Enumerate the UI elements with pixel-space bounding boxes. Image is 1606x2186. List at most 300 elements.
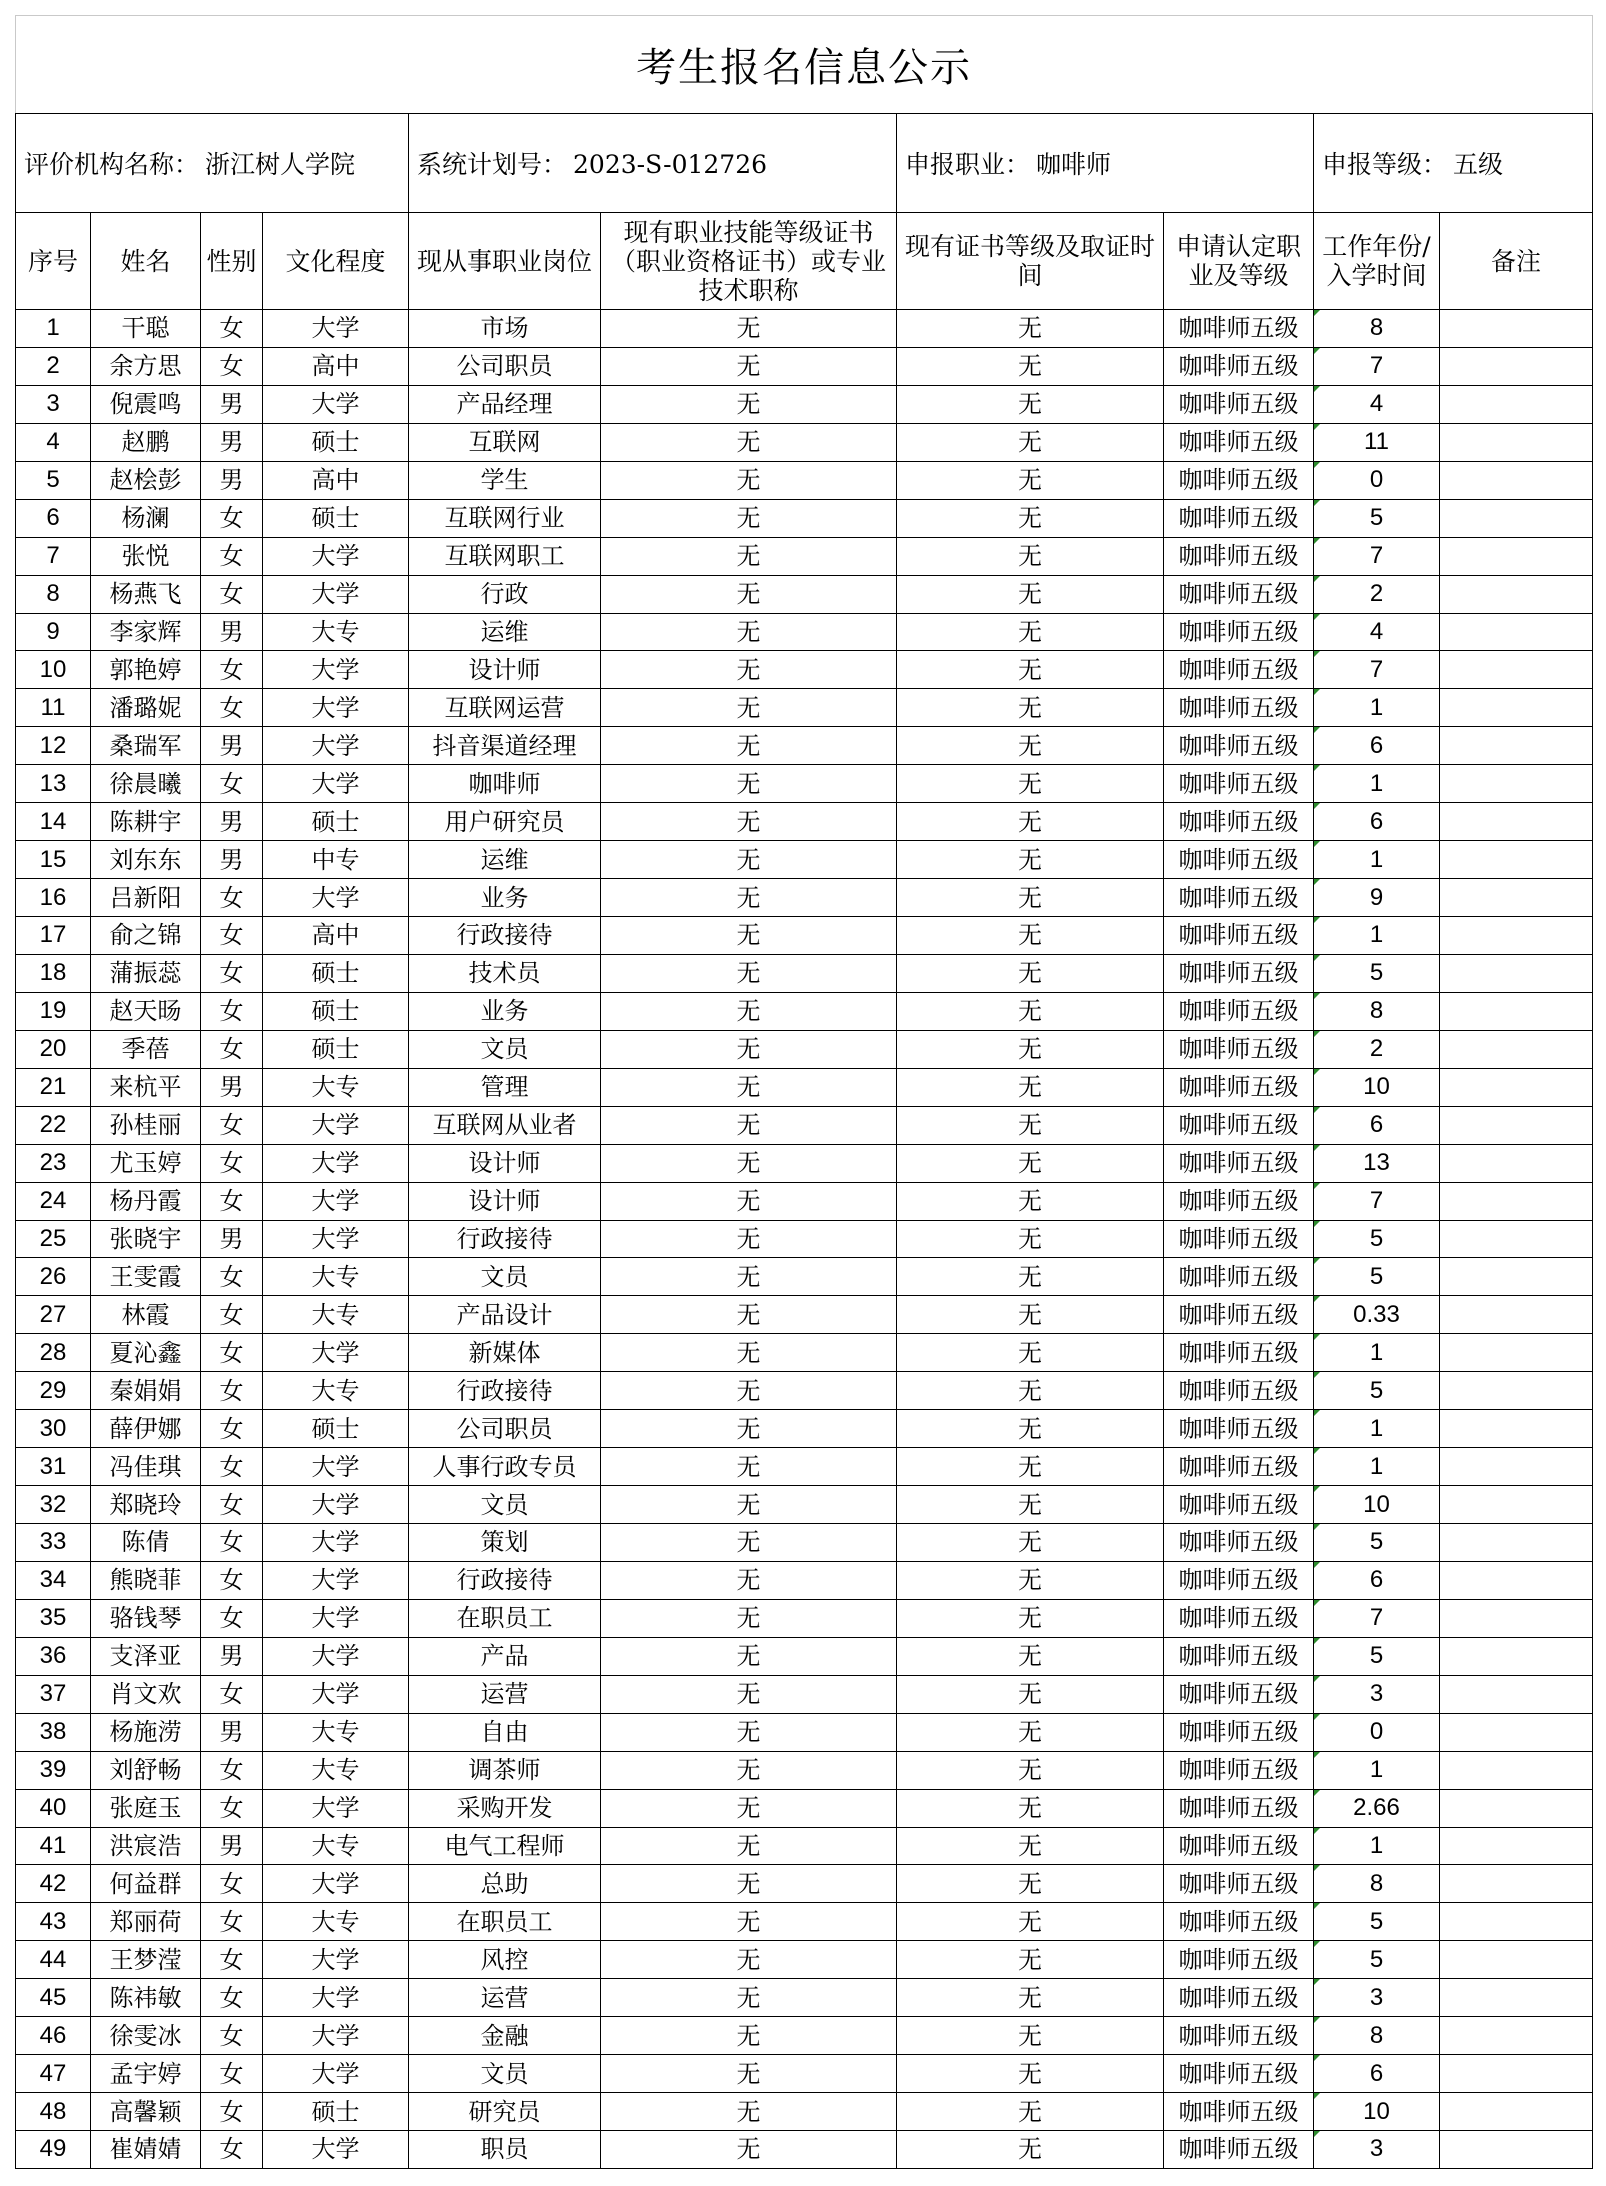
cell-years — [1314, 1144, 1440, 1182]
cell-years — [1314, 385, 1440, 423]
cell-gender: 女 — [201, 1675, 263, 1713]
cell-name: 杨施涝 — [91, 1713, 201, 1751]
cell-cert-time: 无 — [897, 992, 1164, 1030]
years-value: 5 — [1369, 1945, 1384, 1973]
cell-post: 产品经理 — [409, 385, 601, 423]
cell-gender: 女 — [201, 1334, 263, 1372]
cell-cert-time: 无 — [897, 1486, 1164, 1524]
cell-name: 郑丽荷 — [91, 1903, 201, 1941]
cell-remark — [1440, 1410, 1593, 1448]
number-as-text-marker-icon — [1314, 538, 1320, 544]
cell-edu: 硕士 — [263, 2093, 409, 2131]
cell-cert-time: 无 — [897, 2017, 1164, 2055]
table-row — [16, 2017, 1593, 2055]
cell-name: 孟宇婷 — [91, 2055, 201, 2093]
number-as-text-marker-icon — [1314, 1031, 1320, 1037]
cell-cert: 无 — [601, 537, 897, 575]
cell-cert: 无 — [601, 613, 897, 651]
cell-post: 行政接待 — [409, 917, 601, 955]
cell-years — [1314, 1334, 1440, 1372]
cell-no: 4 — [16, 423, 91, 461]
cell-cert-time: 无 — [897, 1182, 1164, 1220]
cell-gender: 女 — [201, 1296, 263, 1334]
number-as-text-marker-icon — [1314, 386, 1320, 392]
cell-remark — [1440, 1524, 1593, 1562]
cell-name: 徐晨曦 — [91, 765, 201, 803]
cell-remark — [1440, 423, 1593, 461]
cell-edu: 大专 — [263, 1258, 409, 1296]
cell-name: 蒲振蕊 — [91, 954, 201, 992]
cell-no: 6 — [16, 499, 91, 537]
cell-name: 俞之锦 — [91, 917, 201, 955]
cell-cert-time: 无 — [897, 1979, 1164, 2017]
cell-cert: 无 — [601, 1561, 897, 1599]
cell-apply: 咖啡师五级 — [1164, 954, 1314, 992]
cell-remark — [1440, 1030, 1593, 1068]
cell-gender: 女 — [201, 1751, 263, 1789]
number-as-text-marker-icon — [1314, 1448, 1320, 1454]
cell-name: 季蓓 — [91, 1030, 201, 1068]
cell-apply: 咖啡师五级 — [1164, 1106, 1314, 1144]
cell-gender: 女 — [201, 917, 263, 955]
cell-remark — [1440, 689, 1593, 727]
cell-remark — [1440, 1827, 1593, 1865]
cell-remark — [1440, 2055, 1593, 2093]
cell-cert: 无 — [601, 917, 897, 955]
cell-apply: 咖啡师五级 — [1164, 1599, 1314, 1637]
header-cell-edu: 文化程度 — [263, 213, 409, 310]
table-row — [16, 1220, 1593, 1258]
cell-no: 47 — [16, 2055, 91, 2093]
years-value: 1 — [1369, 1414, 1384, 1442]
cell-post: 文员 — [409, 2055, 601, 2093]
cell-gender: 女 — [201, 1486, 263, 1524]
table-row — [16, 1941, 1593, 1979]
cell-apply: 咖啡师五级 — [1164, 1675, 1314, 1713]
cell-name: 张庭玉 — [91, 1789, 201, 1827]
cell-name: 倪震鸣 — [91, 385, 201, 423]
header-cell-no: 序号 — [16, 213, 91, 310]
cell-cert-time: 无 — [897, 385, 1164, 423]
cell-cert-time: 无 — [897, 499, 1164, 537]
cell-cert-time: 无 — [897, 2093, 1164, 2131]
years-value: 4 — [1369, 617, 1384, 645]
cell-name: 王雯霞 — [91, 1258, 201, 1296]
cell-name: 杨丹霞 — [91, 1182, 201, 1220]
plan-label: 系统计划号： — [417, 150, 568, 179]
cell-cert-time: 无 — [897, 841, 1164, 879]
table-row — [16, 1068, 1593, 1106]
years-value: 3 — [1369, 1983, 1384, 2011]
cell-remark — [1440, 1979, 1593, 2017]
cell-remark — [1440, 1903, 1593, 1941]
cell-years — [1314, 651, 1440, 689]
cell-gender: 女 — [201, 2017, 263, 2055]
cell-years — [1314, 765, 1440, 803]
years-value: 5 — [1369, 1642, 1384, 1670]
cell-gender: 男 — [201, 1068, 263, 1106]
cell-name: 何益群 — [91, 1865, 201, 1903]
cell-edu: 大专 — [263, 1713, 409, 1751]
cell-apply: 咖啡师五级 — [1164, 537, 1314, 575]
cell-cert: 无 — [601, 1448, 897, 1486]
cell-name: 林霞 — [91, 1296, 201, 1334]
cell-edu: 高中 — [263, 917, 409, 955]
cell-cert-time: 无 — [897, 689, 1164, 727]
cell-post: 互联网从业者 — [409, 1106, 601, 1144]
number-as-text-marker-icon — [1314, 1069, 1320, 1075]
number-as-text-marker-icon — [1314, 727, 1320, 733]
cell-post: 调茶师 — [409, 1751, 601, 1789]
cell-cert-time: 无 — [897, 461, 1164, 499]
cell-apply: 咖啡师五级 — [1164, 1827, 1314, 1865]
cell-no: 27 — [16, 1296, 91, 1334]
cell-remark — [1440, 765, 1593, 803]
cell-remark — [1440, 1106, 1593, 1144]
cell-edu: 大学 — [263, 1220, 409, 1258]
cell-edu: 大学 — [263, 1599, 409, 1637]
cell-remark — [1440, 1865, 1593, 1903]
cell-remark — [1440, 879, 1593, 917]
cell-gender: 女 — [201, 651, 263, 689]
cell-cert-time: 无 — [897, 1106, 1164, 1144]
cell-edu: 高中 — [263, 347, 409, 385]
cell-years — [1314, 1372, 1440, 1410]
cell-edu: 大学 — [263, 310, 409, 348]
cell-cert: 无 — [601, 765, 897, 803]
cell-post: 行政接待 — [409, 1220, 601, 1258]
cell-remark — [1440, 2017, 1593, 2055]
years-value: 7 — [1369, 542, 1384, 570]
cell-edu: 大专 — [263, 1751, 409, 1789]
cell-cert: 无 — [601, 1258, 897, 1296]
table-row — [16, 1410, 1593, 1448]
cell-edu: 大学 — [263, 575, 409, 613]
cell-post: 学生 — [409, 461, 601, 499]
number-as-text-marker-icon — [1314, 1410, 1320, 1416]
cell-remark — [1440, 1220, 1593, 1258]
cell-years — [1314, 1410, 1440, 1448]
years-value: 0 — [1369, 1718, 1384, 1746]
cell-no: 22 — [16, 1106, 91, 1144]
cell-post: 电气工程师 — [409, 1827, 601, 1865]
cell-post: 文员 — [409, 1030, 601, 1068]
cell-gender: 女 — [201, 1410, 263, 1448]
cell-cert: 无 — [601, 423, 897, 461]
header-cell-cert-time: 现有证书等级及取证时间 — [897, 213, 1164, 310]
cell-post: 抖音渠道经理 — [409, 727, 601, 765]
cell-gender: 女 — [201, 575, 263, 613]
table-row — [16, 1903, 1593, 1941]
cell-post: 文员 — [409, 1486, 601, 1524]
cell-edu: 硕士 — [263, 1410, 409, 1448]
cell-cert: 无 — [601, 2055, 897, 2093]
number-as-text-marker-icon — [1314, 1486, 1320, 1492]
cell-edu: 大专 — [263, 1827, 409, 1865]
cell-edu: 大学 — [263, 1561, 409, 1599]
cell-cert: 无 — [601, 1410, 897, 1448]
cell-edu: 大专 — [263, 1372, 409, 1410]
cell-cert-time: 无 — [897, 803, 1164, 841]
cell-remark — [1440, 954, 1593, 992]
cell-name: 郭艳婷 — [91, 651, 201, 689]
cell-gender: 男 — [201, 423, 263, 461]
cell-no: 31 — [16, 1448, 91, 1486]
number-as-text-marker-icon — [1314, 1258, 1320, 1264]
cell-cert: 无 — [601, 1941, 897, 1979]
cell-years — [1314, 2055, 1440, 2093]
cell-cert-time: 无 — [897, 1789, 1164, 1827]
cell-post: 管理 — [409, 1068, 601, 1106]
cell-remark — [1440, 841, 1593, 879]
cell-name: 郑晓玲 — [91, 1486, 201, 1524]
cell-gender: 女 — [201, 1030, 263, 1068]
years-value: 3 — [1369, 2135, 1384, 2163]
cell-cert-time: 无 — [897, 613, 1164, 651]
table-row — [16, 385, 1593, 423]
cell-years — [1314, 1827, 1440, 1865]
cell-years — [1314, 2017, 1440, 2055]
cell-apply: 咖啡师五级 — [1164, 1068, 1314, 1106]
years-value: 5 — [1369, 1262, 1384, 1290]
cell-cert: 无 — [601, 1372, 897, 1410]
cell-gender: 女 — [201, 499, 263, 537]
plan-value: 2023-S-012726 — [573, 150, 768, 179]
cell-gender: 女 — [201, 1258, 263, 1296]
cell-no: 10 — [16, 651, 91, 689]
cell-cert-time: 无 — [897, 1827, 1164, 1865]
cell-no: 2 — [16, 347, 91, 385]
cell-cert-time: 无 — [897, 1030, 1164, 1068]
cell-cert-time: 无 — [897, 1524, 1164, 1562]
cell-years — [1314, 1675, 1440, 1713]
years-value: 4 — [1369, 390, 1384, 418]
cell-gender: 女 — [201, 1941, 263, 1979]
cell-cert: 无 — [601, 803, 897, 841]
cell-post: 自由 — [409, 1713, 601, 1751]
cell-edu: 硕士 — [263, 1030, 409, 1068]
cell-name: 支泽亚 — [91, 1637, 201, 1675]
cell-edu: 大学 — [263, 2131, 409, 2169]
cell-years — [1314, 461, 1440, 499]
number-as-text-marker-icon — [1314, 917, 1320, 923]
cell-no: 45 — [16, 1979, 91, 2017]
cell-edu: 硕士 — [263, 803, 409, 841]
cell-years — [1314, 1713, 1440, 1751]
cell-edu: 硕士 — [263, 423, 409, 461]
job-cell — [897, 114, 1314, 213]
cell-remark — [1440, 651, 1593, 689]
cell-post: 运营 — [409, 1979, 601, 2017]
table-row — [16, 1827, 1593, 1865]
cell-remark — [1440, 1258, 1593, 1296]
level-value: 五级 — [1453, 150, 1504, 179]
cell-edu: 大学 — [263, 651, 409, 689]
years-value: 5 — [1369, 504, 1384, 532]
cell-no: 29 — [16, 1372, 91, 1410]
cell-post: 互联网行业 — [409, 499, 601, 537]
cell-years — [1314, 954, 1440, 992]
cell-no: 14 — [16, 803, 91, 841]
table-row — [16, 310, 1593, 348]
cell-name: 陈祎敏 — [91, 1979, 201, 2017]
cell-apply: 咖啡师五级 — [1164, 1030, 1314, 1068]
number-as-text-marker-icon — [1314, 841, 1320, 847]
cell-cert: 无 — [601, 1637, 897, 1675]
cell-name: 王梦滢 — [91, 1941, 201, 1979]
cell-gender: 女 — [201, 1979, 263, 2017]
table-row — [16, 1865, 1593, 1903]
cell-post: 业务 — [409, 992, 601, 1030]
cell-gender: 女 — [201, 1448, 263, 1486]
years-value: 8 — [1369, 314, 1384, 342]
cell-remark — [1440, 1675, 1593, 1713]
cell-remark — [1440, 310, 1593, 348]
cell-name: 余方思 — [91, 347, 201, 385]
cell-cert-time: 无 — [897, 727, 1164, 765]
cell-name: 张晓宇 — [91, 1220, 201, 1258]
number-as-text-marker-icon — [1314, 993, 1320, 999]
cell-years — [1314, 1865, 1440, 1903]
cell-gender: 男 — [201, 803, 263, 841]
cell-remark — [1440, 992, 1593, 1030]
cell-gender: 女 — [201, 2055, 263, 2093]
number-as-text-marker-icon — [1314, 348, 1320, 354]
cell-cert: 无 — [601, 651, 897, 689]
years-value: 7 — [1369, 352, 1384, 380]
cell-name: 干聪 — [91, 310, 201, 348]
cell-cert-time: 无 — [897, 879, 1164, 917]
number-as-text-marker-icon — [1314, 803, 1320, 809]
cell-years — [1314, 613, 1440, 651]
number-as-text-marker-icon — [1314, 1865, 1320, 1871]
cell-years — [1314, 1448, 1440, 1486]
cell-years — [1314, 689, 1440, 727]
header-cell-post: 现从事职业岗位 — [409, 213, 601, 310]
number-as-text-marker-icon — [1314, 1941, 1320, 1947]
table-row — [16, 803, 1593, 841]
years-value: 0.33 — [1353, 1300, 1400, 1328]
cell-name: 秦娟娟 — [91, 1372, 201, 1410]
table-row — [16, 575, 1593, 613]
cell-years — [1314, 499, 1440, 537]
cell-apply: 咖啡师五级 — [1164, 841, 1314, 879]
cell-years — [1314, 1486, 1440, 1524]
level-label: 申报等级： — [1322, 150, 1448, 179]
cell-name: 桑瑞军 — [91, 727, 201, 765]
years-value: 6 — [1369, 807, 1384, 835]
cell-gender: 女 — [201, 765, 263, 803]
cell-edu: 大学 — [263, 1448, 409, 1486]
number-as-text-marker-icon — [1314, 1676, 1320, 1682]
cell-apply: 咖啡师五级 — [1164, 2131, 1314, 2169]
cell-edu: 大学 — [263, 1865, 409, 1903]
registration-sheet — [15, 15, 1592, 2169]
cell-name: 赵鹏 — [91, 423, 201, 461]
cell-gender: 男 — [201, 461, 263, 499]
years-value: 8 — [1369, 997, 1384, 1025]
cell-name: 肖文欢 — [91, 1675, 201, 1713]
cell-apply: 咖啡师五级 — [1164, 2017, 1314, 2055]
cell-cert: 无 — [601, 1068, 897, 1106]
cell-cert: 无 — [601, 1106, 897, 1144]
cell-apply: 咖啡师五级 — [1164, 1637, 1314, 1675]
years-value: 7 — [1369, 1187, 1384, 1215]
cell-cert: 无 — [601, 1865, 897, 1903]
cell-apply: 咖啡师五级 — [1164, 1713, 1314, 1751]
cell-remark — [1440, 461, 1593, 499]
cell-no: 5 — [16, 461, 91, 499]
cell-remark — [1440, 1068, 1593, 1106]
cell-edu: 硕士 — [263, 499, 409, 537]
years-value: 5 — [1369, 1376, 1384, 1404]
table-row — [16, 1144, 1593, 1182]
plan-cell — [409, 114, 897, 213]
number-as-text-marker-icon — [1314, 1107, 1320, 1113]
cell-years — [1314, 1561, 1440, 1599]
number-as-text-marker-icon — [1314, 424, 1320, 430]
cell-cert: 无 — [601, 2017, 897, 2055]
number-as-text-marker-icon — [1314, 310, 1320, 316]
cell-edu: 大学 — [263, 1941, 409, 1979]
years-value: 2 — [1369, 580, 1384, 608]
table-row — [16, 879, 1593, 917]
cell-apply: 咖啡师五级 — [1164, 575, 1314, 613]
cell-no: 25 — [16, 1220, 91, 1258]
cell-years — [1314, 2093, 1440, 2131]
cell-gender: 女 — [201, 1106, 263, 1144]
cell-remark — [1440, 613, 1593, 651]
cell-apply: 咖啡师五级 — [1164, 765, 1314, 803]
cell-cert: 无 — [601, 499, 897, 537]
years-value: 1 — [1369, 921, 1384, 949]
cell-years — [1314, 575, 1440, 613]
cell-name: 杨澜 — [91, 499, 201, 537]
cell-cert-time: 无 — [897, 1941, 1164, 1979]
years-value: 5 — [1369, 959, 1384, 987]
table-row — [16, 423, 1593, 461]
cell-no: 43 — [16, 1903, 91, 1941]
cell-years — [1314, 537, 1440, 575]
cell-gender: 女 — [201, 2093, 263, 2131]
cell-edu: 大学 — [263, 689, 409, 727]
years-value: 6 — [1369, 2059, 1384, 2087]
years-value: 6 — [1369, 731, 1384, 759]
cell-edu: 大专 — [263, 613, 409, 651]
cell-name: 薛伊娜 — [91, 1410, 201, 1448]
number-as-text-marker-icon — [1314, 651, 1320, 657]
cell-cert-time: 无 — [897, 1713, 1164, 1751]
cell-no: 36 — [16, 1637, 91, 1675]
cell-name: 赵天旸 — [91, 992, 201, 1030]
cell-edu: 大学 — [263, 879, 409, 917]
table-row — [16, 1372, 1593, 1410]
cell-no: 39 — [16, 1751, 91, 1789]
cell-cert: 无 — [601, 1979, 897, 2017]
cell-apply: 咖啡师五级 — [1164, 423, 1314, 461]
cell-remark — [1440, 1637, 1593, 1675]
cell-post: 业务 — [409, 879, 601, 917]
cell-years — [1314, 917, 1440, 955]
cell-remark — [1440, 803, 1593, 841]
title-row — [16, 16, 1593, 114]
cell-name: 吕新阳 — [91, 879, 201, 917]
years-value: 1 — [1369, 1338, 1384, 1366]
cell-post: 互联网运营 — [409, 689, 601, 727]
table-row — [16, 1030, 1593, 1068]
cell-apply: 咖啡师五级 — [1164, 1751, 1314, 1789]
job-label: 申报职业： — [905, 150, 1031, 179]
